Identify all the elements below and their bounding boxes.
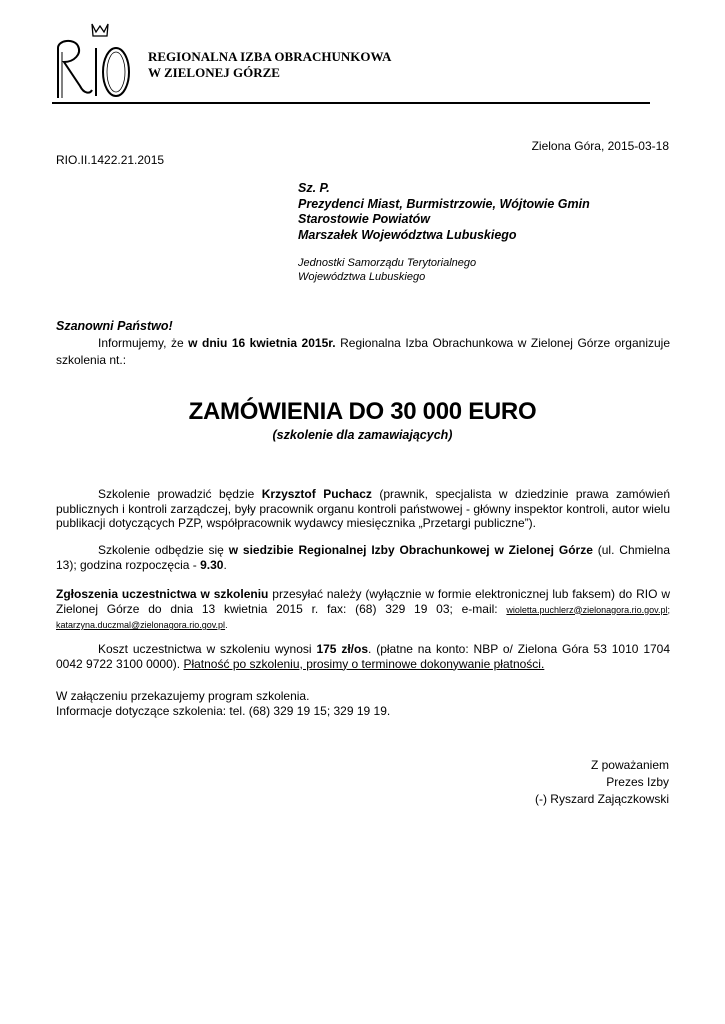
registration-paragraph: [56, 587, 670, 633]
closing-paragraph: [56, 689, 670, 718]
email-link-1[interactable]: wioletta.puchlerz@zielonagora.rio.gov.pl: [506, 604, 668, 615]
contact-info: Informacje dotyczące szkolenia: tel. (68) 329 19 15; 329 19 19.: [56, 703, 391, 718]
p2-text-a: Szkolenie odbędzie się: [98, 543, 229, 557]
p1-text-a: Szkolenie prowadzić będzie: [98, 487, 262, 501]
org-line-2: W ZIELONEJ GÓRZE: [148, 65, 280, 80]
organization-name: [148, 49, 391, 81]
signature-line-3: (-) Ryszard Zajączkowski: [534, 792, 669, 806]
addressee-block: [298, 181, 590, 243]
intro-text-b: Regionalna Izba Obrachunkowa w Zielonej Górze organizuje szkolenia nt.:: [56, 336, 670, 367]
addressee-line-2: Prezydenci Miast, Burmistrzowie, Wójtowie Gmin: [298, 196, 590, 211]
venue-paragraph: [56, 543, 670, 572]
rio-logo: [52, 20, 134, 102]
intro-paragraph: [56, 335, 670, 369]
units-line-1: Jednostki Samorządu Terytorialnego: [298, 257, 477, 269]
addressee-units: [298, 256, 476, 284]
signature-block: [535, 757, 669, 808]
intro-text-a: Informujemy, że: [98, 336, 189, 350]
p3-end: .: [225, 620, 228, 630]
signature-line-2: Prezes Izby: [606, 775, 669, 789]
email-separator: ;: [667, 604, 670, 615]
cost-amount: 175 zł/os: [316, 642, 369, 656]
p3-text-a: przesyłać należy (wyłącznie w formie elektronicznej lub faksem) do RIO w Zielonej Górze do dnia 13 kwietnia 2015 r. fax: (68) 329 19 03; e-mail:: [56, 587, 670, 616]
addressee-line-1: Sz. P.: [298, 181, 330, 195]
cost-paragraph: [56, 642, 670, 671]
reference-number: RIO.II.1422.21.2015: [56, 153, 165, 167]
addressee-line-4: Marszałek Województwa Lubuskiego: [298, 227, 517, 242]
units-line-2: Województwa Lubuskiego: [298, 271, 426, 283]
venue-name: w siedzibie Regionalnej Izby Obrachunkowej w Zielonej Górze: [228, 543, 593, 557]
p4-text-b: . (płatne na konto: NBP o/ Zielona Góra 53 1010 1704 0042 9722 3100 0000).: [56, 642, 671, 671]
trainer-paragraph: [56, 487, 670, 531]
greeting: Szanowni Państwo!: [56, 319, 173, 333]
crown-logo-icon: [52, 20, 134, 102]
intro-date: w dniu 16 kwietnia 2015r.: [188, 336, 336, 350]
training-title: ZAMÓWIENIA DO 30 000 EURO: [188, 398, 537, 425]
p2-text-b: (ul. Chmielna 13); godzina rozpoczęcia -: [56, 543, 670, 572]
header-divider: [52, 102, 650, 104]
p2-text-c: .: [223, 557, 227, 572]
trainer-name: Krzysztof Puchacz: [261, 487, 372, 501]
signature-line-1: Z poważaniem: [590, 758, 669, 772]
p1-text-b: (prawnik, specjalista w dziedzinie prawa zamówień publicznych i kontroli zarządczej, były pracownik organu kontroli państwowej - główny inspektor kontroli, autor wielu publikacji dotyczących PZP, współpracownik wydawcy miesięcznika „Przetargi publiczne”).: [56, 487, 670, 530]
addressee-line-3: Starostowie Powiatów: [298, 212, 430, 226]
payment-note: Płatność po szkoleniu, prosimy o terminowe dokonywanie płatności.: [183, 656, 545, 671]
registration-heading: Zgłoszenia uczestnictwa w szkoleniu: [56, 587, 269, 601]
org-line-1: REGIONALNA IZBA OBRACHUNKOWA: [148, 49, 392, 64]
email-link-2[interactable]: katarzyna.duczmal@zielonagora.rio.gov.pl: [56, 620, 226, 630]
p4-text-a: Koszt uczestnictwa w szkoleniu wynosi: [98, 642, 317, 656]
attachment-note: W załączeniu przekazujemy program szkolenia.: [56, 689, 310, 703]
start-time: 9.30: [200, 557, 224, 572]
letter-date: Zielona Góra, 2015-03-18: [531, 139, 669, 153]
training-subtitle: (szkolenie dla zamawiających): [272, 428, 453, 442]
